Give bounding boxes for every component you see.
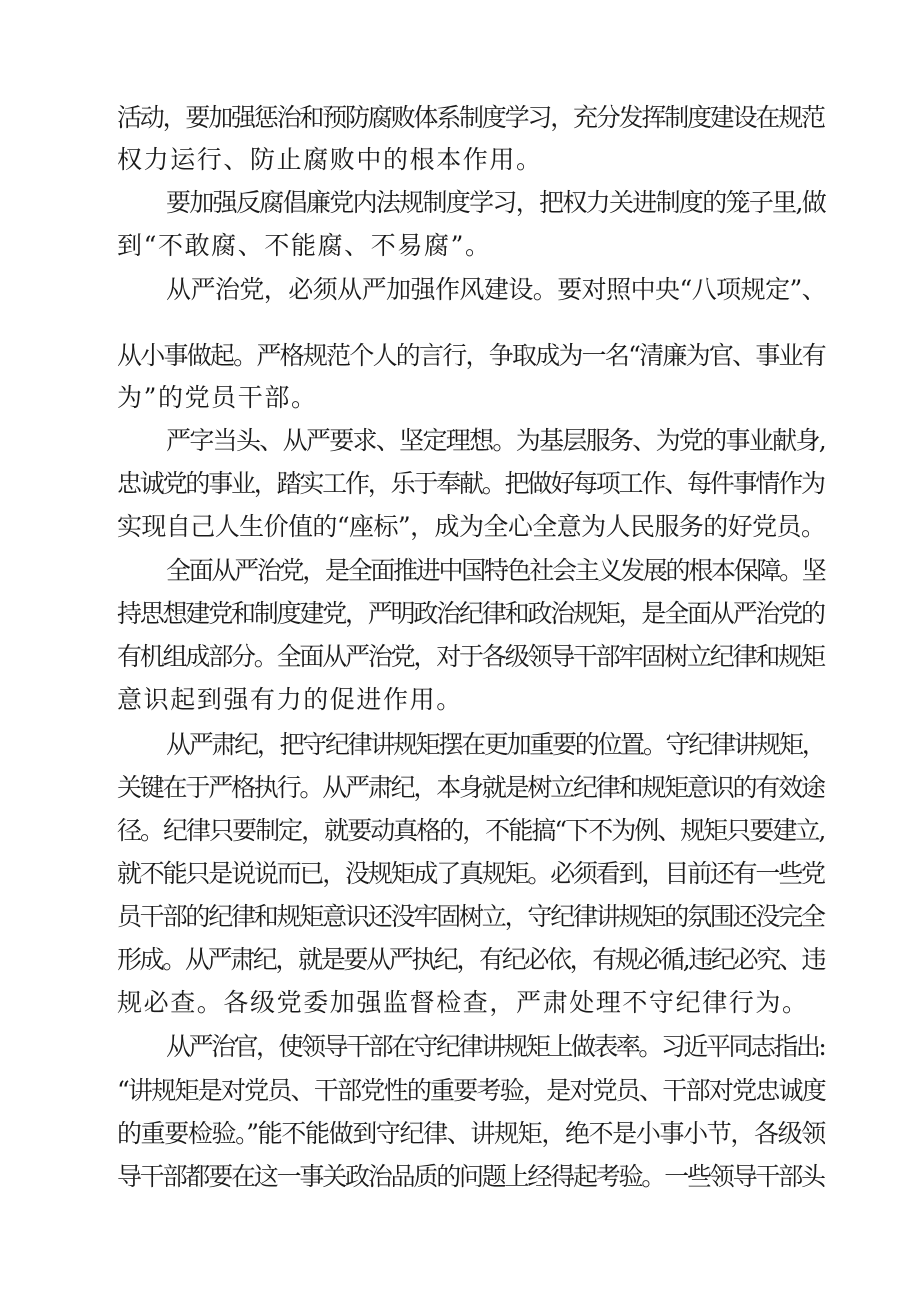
text-line: 从严肃纪，把守纪律讲规矩摆在更加重要的位置。守纪律讲规矩， bbox=[166, 730, 825, 759]
text-line: 持思想建党和制度建党，严明政治纪律和政治规矩，是全面从严治党的 bbox=[117, 599, 824, 628]
text-line: 员干部的纪律和规矩意识还没牢固树立，守纪律讲规矩的氛围还没完全 bbox=[117, 902, 824, 931]
text-line: 从小事做起。严格规范个人的言行，争取成为一名“清廉为官、事业有 bbox=[117, 341, 826, 370]
text-line: 到“不敢腐、不能腐、不易腐”。 bbox=[117, 231, 492, 260]
text-line: 活动，要加强惩治和预防腐败体系制度学习，充分发挥制度建设在规范 bbox=[117, 103, 824, 132]
text-line: 有机组成部分。全面从严治党，对于各级领导干部牢固树立纪律和规矩 bbox=[117, 642, 824, 671]
text-line: 为”的党员干部。 bbox=[117, 383, 318, 412]
text-line: 要加强反腐倡廉党内法规制度学习，把权力关进制度的笼子里,做 bbox=[166, 188, 826, 217]
text-line: 忠诚党的事业，踏实工作，乐于奉献。把做好每项工作、每件事情作为 bbox=[117, 469, 824, 498]
text-line: 严字当头、从严要求、坚定理想。为基层服务、为党的事业献身, bbox=[166, 426, 826, 455]
text-line: 的重要检验。”能不能做到守纪律、讲规矩，绝不是小事小节，各级领 bbox=[117, 1119, 825, 1148]
text-line: 实现自己人生价值的“座标”，成为全心全意为人民服务的好党员。 bbox=[117, 512, 826, 541]
text-line: 关键在于严格执行。从严肃纪，本身就是树立纪律和规矩意识的有效途 bbox=[117, 773, 824, 802]
text-line: 意识起到强有力的促进作用。 bbox=[117, 685, 463, 714]
text-line: 从严治官，使领导干部在守纪律讲规矩上做表率。习近平同志指出: bbox=[166, 1032, 825, 1061]
text-line: 径。纪律只要制定，就要动真格的，不能搞“下不为例、规矩只要建立, bbox=[117, 816, 825, 845]
text-line: 从严治党，必须从严加强作风建设。要对照中央“八项规定”、 bbox=[166, 275, 827, 304]
text-line: 权力运行、防止腐败中的根本作用。 bbox=[117, 145, 543, 174]
text-line: 全面从严治党，是全面推进中国特色社会主义发展的根本保障。坚 bbox=[166, 556, 825, 585]
text-line: 就不能只是说说而已，没规矩成了真规矩。必须看到，目前还有一些党 bbox=[117, 859, 824, 888]
text-line: 形成。从严肃纪，就是要从严执纪，有纪必依，有规必循,违纪必究、违 bbox=[117, 945, 825, 974]
text-line: 导干部都要在这一事关政治品质的问题上经得起考验。一些领导干部头 bbox=[117, 1162, 824, 1191]
text-line: 规必查。各级党委加强监督检查，严肃处理不守纪律行为。 bbox=[117, 988, 809, 1017]
text-line: “讲规矩是对党员、干部党性的重要考验，是对党员、干部对党忠诚度 bbox=[117, 1076, 826, 1105]
